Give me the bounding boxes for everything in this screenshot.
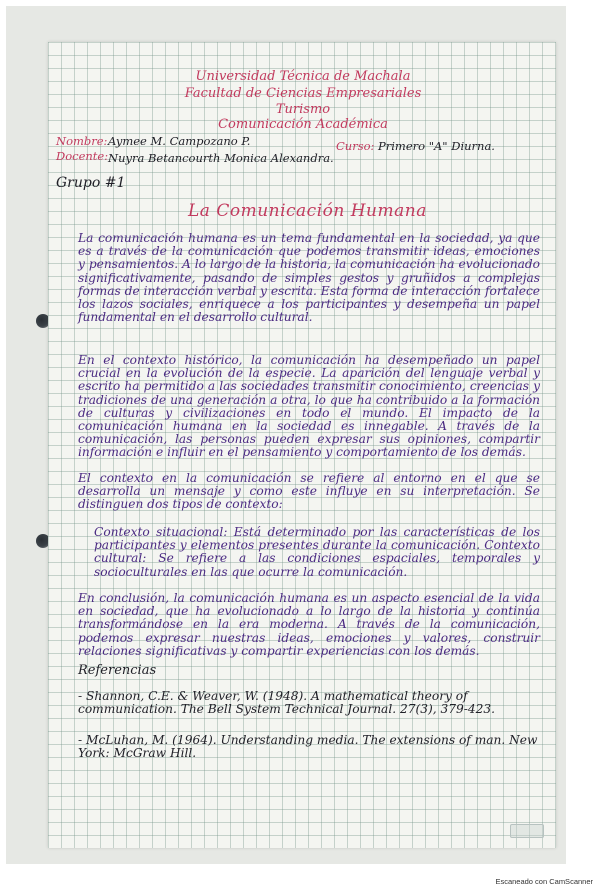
subject-name: Comunicación Académica: [218, 117, 388, 132]
paragraph-history: En el contexto histórico, la comunicación ha desempeñado un papel crucial en la evolución de la especie. La aparición del lenguaje verbal y escrito ha permitido a las sociedades transmitir conocimiento, creencias y tradiciones de una generación a otra, lo que ha contribuido a la formación de culturas y civilizaciones en todo el mundo. El impacto de la comunicación humana en la sociedad es innegable. A través de la comunicación, las personas pueden expresar sus opiniones, compartir información e influir en el pensamiento y comportamiento de los demás.: [78, 353, 540, 460]
reference-item: - McLuhan, M. (1964). Understanding media. The extensions of man. New York: McGraw Hill.: [78, 733, 538, 761]
references-heading: Referencias: [78, 663, 157, 678]
reference-item: - Shannon, C.E. & Weaver, W. (1948). A mathematical theory of communication. The Bell System Technical Journal. 27(3), 379-423.: [78, 689, 496, 717]
paragraph-context: El contexto en la comunicación se refiere al entorno en el que se desarrolla un mensaje y como este influye en su interpretación. Se distinguen dos tipos de contexto:: [78, 471, 540, 512]
scanned-page: [6, 6, 566, 864]
course-label: Curso:: [336, 139, 375, 153]
group-label: Grupo #1: [56, 175, 126, 191]
notebook-sheet: [48, 42, 556, 848]
paragraph-context-types: Contexto situacional: Está determinado por las características de los participantes y elementos presentes durante la comunicación. Contexto cultural: Se refiere a las condiciones espaciales, temporales y socioculturales en las que ocurre la comunicación.: [94, 525, 540, 579]
paragraph-conclusion: En conclusión, la comunicación humana es un aspecto esencial de la vida en sociedad, que ha evolucionado a lo largo de la historia y continúa transformándose en la era moderna. A través de la comunicación, podemos expresar nuestras ideas, emociones y valores, construir relaciones significativas y compartir experiencias con los demás.: [78, 591, 540, 658]
teacher-name: Nuyra Betancourth Monica Alexandra.: [108, 151, 334, 165]
page-title: La Comunicación Humana: [188, 201, 427, 221]
student-name: Aymee M. Campozano P.: [108, 134, 251, 148]
course-value: Primero "A" Diurna.: [378, 139, 495, 153]
teacher-label: Docente:: [56, 149, 109, 163]
scanner-watermark: Escaneado con CamScanner: [495, 877, 593, 886]
paragraph-intro: La comunicación humana es un tema fundamental en la sociedad, ya que es a través de la comunicación que podemos transmitir ideas, emociones y pensamientos. A lo largo de la historia, la comunicación ha evolucionado significativamente, pasando de simples gestos y gruñidos a complejas formas de interacción verbal y escrita. Esta forma de interacción fortalece los lazos sociales, enriquece a los participantes y desempeña un papel fundamental en el desarrollo cultural.: [78, 231, 540, 325]
faculty-name: Facultad de Ciencias Empresariales: [184, 86, 422, 101]
university-name: Universidad Técnica de Machala: [195, 69, 411, 84]
name-label: Nombre:: [56, 134, 108, 148]
career-name: Turismo: [275, 102, 331, 117]
page-tab-mark: [510, 824, 544, 838]
